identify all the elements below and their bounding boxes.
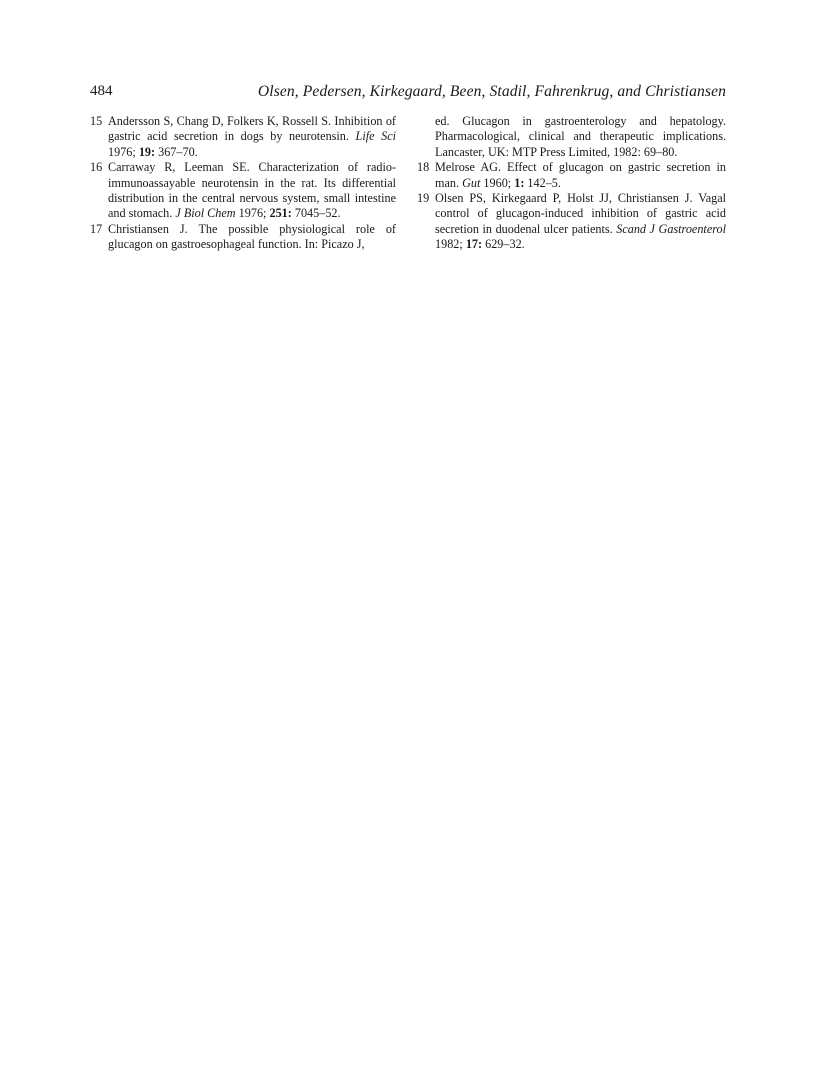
page-number: 484 <box>90 83 113 99</box>
reference-pages: 629–32. <box>482 237 525 252</box>
reference-pages: 7045–52. <box>291 206 341 221</box>
references-section <box>90 114 726 314</box>
reference-number: 18 <box>417 160 430 175</box>
running-head-authors: Olsen, Pedersen, Kirkegaard, Been, Stadil, Fahrenkrug, and Christiansen <box>257 83 726 100</box>
running-header <box>90 83 726 105</box>
reference-volume: 19: <box>138 144 156 159</box>
reference-19 <box>417 191 726 253</box>
reference-18 <box>417 160 726 191</box>
reference-pages: 367–70. <box>155 144 198 159</box>
reference-publisher: Lancaster, UK: MTP Press Limited, 1982: 69–80. <box>435 144 678 159</box>
reference-year: 1976; <box>235 206 270 221</box>
reference-volume: 17: <box>465 237 483 252</box>
reference-number: 17 <box>90 221 103 236</box>
reference-journal: Life Sci <box>355 129 396 144</box>
reference-number: 15 <box>90 114 103 128</box>
references-right-column <box>417 114 726 253</box>
reference-year: 1976; <box>108 144 139 159</box>
reference-pages: 142–5. <box>524 175 561 190</box>
reference-volume: 251: <box>269 206 292 221</box>
reference-text: Christiansen J. The possible physiological role of glucagon on gastroesophageal function. In: Picazo J, <box>108 221 396 252</box>
reference-17 <box>90 222 396 253</box>
reference-journal: Gut <box>462 175 481 190</box>
reference-text: ed. <box>435 114 463 128</box>
reference-year: 1982; <box>435 237 466 252</box>
reference-number: 16 <box>90 160 103 175</box>
reference-text: Carraway R, Leeman SE. Characterization of radio-immunoassayable neurotensin in the rat. Its differential distribution in the central nervous system, small intestine and stomach. <box>108 160 396 221</box>
reference-text: Andersson S, Chang D, Folkers K, Rossell S. Inhibition of gastric acid secretion in dogs by neurotensin. <box>108 114 396 144</box>
references-left-column <box>90 114 396 253</box>
reference-journal: J Biol Chem <box>175 206 236 221</box>
reference-number: 19 <box>417 191 430 206</box>
reference-15 <box>90 114 396 160</box>
reference-book-title: Glucagon in gastroenterology and hepatology. Pharmacological, clinical and therapeutic implications. <box>435 114 726 144</box>
reference-text: Olsen PS, Kirkegaard P, Holst JJ, Christiansen J. Vagal control of glucagon-induced inhibition of gastric acid secretion in duodenal ulcer patients. <box>435 191 726 236</box>
reference-year: 1960; <box>480 175 515 190</box>
reference-text: Melrose AG. Effect of glucagon on gastric secretion in man. <box>435 160 726 190</box>
reference-journal: Scand J Gastroenterol <box>616 221 726 236</box>
reference-17-continuation <box>417 114 726 160</box>
reference-16 <box>90 160 396 222</box>
reference-volume: 1: <box>514 175 525 190</box>
